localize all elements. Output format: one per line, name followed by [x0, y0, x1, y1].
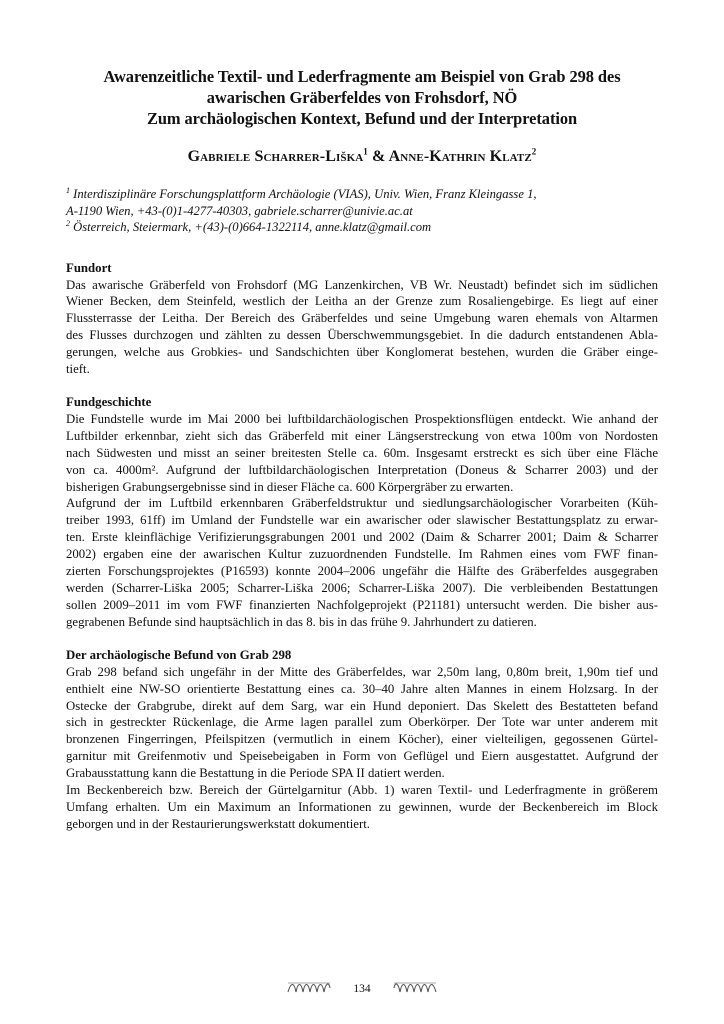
section-heading: Fundort	[66, 260, 112, 275]
text-line: zierten Forschungsprojektes (P16593) konnte 2004–2006 ungefähr die Hälfte des Gräberfeldes ausgegraben	[66, 564, 658, 579]
text-line: tieft.	[66, 362, 90, 377]
author-superscript: 1	[363, 146, 368, 157]
affiliation-number: 1	[66, 185, 70, 195]
text-line: Aufgrund der im Luftbild erkennbaren Gräberfeldstruktur und siedlungsarchäologischer Vorarbeiten (Küh-	[66, 496, 658, 511]
text-line: bisherigen Grabungsergebnisse sind in dieser Fläche ca. 600 Körpergräber zu erwarten.	[66, 479, 514, 494]
section-body	[66, 664, 658, 833]
page-content	[66, 66, 658, 833]
text-line: Ostecke der Grabgrube, direkt auf dem Sarg, war ein Hund deponiert. Das Skelett des Bestatteten befand	[66, 698, 658, 713]
author-line	[66, 148, 658, 166]
page-footer	[0, 980, 724, 997]
text-line: Luftbilder erkennbar, zieht sich das Gräberfeld mit einer Längserstreckung von etwa 100m von Nordosten	[66, 428, 658, 443]
text-line: werden (Scharrer-Liška 2005; Scharrer-Liška 2006; Scharrer-Liška 2007). Die verbleibenden Bestattungen	[66, 581, 658, 595]
text-line: ten. Erste kleinflächige Verifizierungsgrabungen 2001 und 2002 (Daim & Scharrer 2001; Daim & Scharrer	[66, 530, 658, 545]
text-line: gerungen, welche aus Grobkies- und Sandschichten über Konglomerat bestehen, wurden die Gräber einge-	[66, 345, 658, 360]
text-line: des Flusses durchzogen und zählten zu dessen Überschwemmungsgebiet. In die dadurch entstandenen Abla-	[66, 328, 658, 343]
affiliation-number: 2	[66, 218, 70, 228]
section-body	[66, 277, 658, 378]
section-heading: Fundgeschichte	[66, 394, 152, 409]
affiliation-text: A-1190 Wien, +43-(0)1-4277-40303, gabriele.scharrer@univie.ac.at	[66, 203, 413, 218]
section-fundort	[66, 260, 658, 378]
text-line: bronzenen Fingerringen, Pfeilspitzen (vermutlich in einem Köcher), einer vielteiligen, gegossenen Gürtel-	[66, 732, 658, 747]
text-line: sich in gestreckter Rückenlage, die Arme lagen parallel zum Oberkörper. Der Tote war unter anderem mit	[66, 715, 658, 730]
text-line: Im Beckenbereich bzw. Bereich der Gürtelgarnitur (Abb. 1) waren Textil- und Lederfragmente in größerem	[66, 783, 658, 798]
text-line: 2002) ergaben eine der awarischen Kultur zuzuordnenden Fundstelle. Im Rahmen eines vom FWF finan-	[66, 547, 658, 562]
text-line: Umfang erhalten. Um ein Maximum an Informationen zu gewinnen, wurde der Beckenbereich im Block	[66, 799, 658, 814]
text-line: treiber 1993, 61ff) im Umland der Fundstelle war ein awarischer oder slawischer Bestattungsplatz zu erwar-	[66, 513, 658, 528]
section-body	[66, 411, 658, 631]
text-line: Flussterrasse der Leitha. Der Bereich des Gräberfeldes und seine Umgebung waren ehemals von Altarmen	[66, 311, 658, 326]
text-line: nach Südwesten und misst an seiner breitesten Stelle ca. 60m. Insgesamt erstreckt es sich über eine Fläche	[66, 445, 658, 460]
author-separator: &	[371, 148, 386, 165]
text-line: Das awarische Gräberfeld von Frohsdorf (MG Lanzenkirchen, VB Wr. Neustadt) befindet sich im südlichen	[66, 277, 658, 292]
text-line: von ca. 4000m². Aufgrund der luftbildarchäologischen Interpretation (Doneus & Scharrer 2003) und der	[66, 462, 658, 477]
affiliation	[66, 186, 658, 219]
paper-title	[66, 66, 658, 129]
section-heading: Der archäologische Befund von Grab 298	[66, 647, 292, 662]
affiliation-text: Österreich, Steiermark, +(43)-(0)664-1322114, anne.klatz@gmail.com	[73, 220, 432, 234]
text-line: Grab 298 befand sich ungefähr in der Mitte des Gräberfeldes, war 2,50m lang, 0,80m breit, 1,90m tief und	[66, 664, 658, 679]
ornament-left-icon	[287, 980, 331, 997]
text-line: sollen 2009–2011 im vom FWF finanzierten Nachfolgeprojekt (P21181) untersucht werden. Die bisher aus-	[66, 597, 658, 612]
title-line: Zum archäologischen Kontext, Befund und der Interpretation	[146, 109, 578, 128]
text-line: enthielt eine NW-SO orientierte Bestattung eines ca. 30–40 Jahre alten Mannes in einem Holzsarg. In der	[66, 681, 658, 696]
text-line: Grabausstattung kann die Bestattung in die Periode SPA II datiert werden.	[66, 766, 445, 781]
page-number: 134	[353, 982, 371, 995]
section-befund	[66, 647, 658, 833]
ornament-right-icon	[393, 980, 437, 997]
title-line: awarischen Gräberfeldes von Frohsdorf, NÖ	[206, 88, 518, 107]
text-line: garnitur mit Greifenmotiv und Speisebeigaben in Form von Geflügel und Eiern ausgestattet. Aufgrund der	[66, 749, 658, 764]
text-line: gegrabenen Befunde sind hauptsächlich in das 8. bis in das frühe 9. Jahrhundert zu datieren.	[66, 614, 537, 629]
affiliations	[66, 186, 658, 236]
title-line: Awarenzeitliche Textil- und Lederfragmente am Beispiel von Grab 298 des	[103, 67, 621, 86]
affiliation	[66, 219, 658, 236]
author-name: Anne-Kathrin Klatz	[388, 148, 532, 165]
text-line: Die Fundstelle wurde im Mai 2000 bei luftbildarchäologischen Prospektionsflügen entdeckt. Wie anhand der	[66, 411, 658, 426]
section-fundgeschichte	[66, 394, 658, 631]
text-line: Wiener Becken, dem Steinfeld, westlich der Leitha an der Grenze zum Rosaliengebirge. Es liegt auf einer	[66, 294, 658, 309]
affiliation-text: Interdisziplinäre Forschungsplattform Archäologie (VIAS), Univ. Wien, Franz Kleingasse 1,	[73, 187, 537, 201]
author-superscript: 2	[531, 146, 537, 157]
text-line: geborgen und in der Restaurierungswerkstatt dokumentiert.	[66, 816, 370, 831]
author-name: Gabriele Scharrer-Liška	[187, 148, 364, 165]
